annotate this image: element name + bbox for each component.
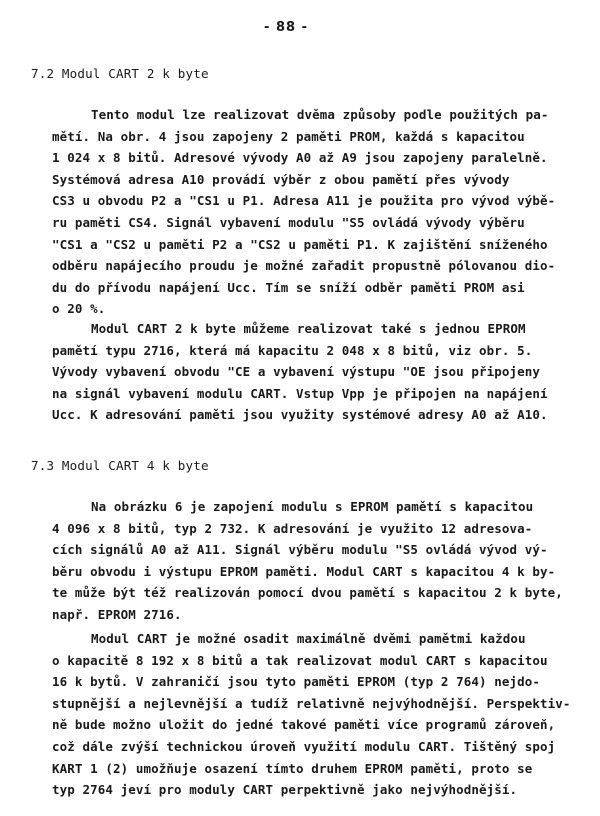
text-line: Ucc. K adresování paměti jsou využity systémové adresy A0 až A10. [52,407,548,423]
section-heading-7-2: 7.2 Modul CART 2 k byte [31,66,209,81]
paragraph-cart-2k-eprom [0,318,600,426]
text-line: 16 k bytů. V zahraničí jsou tyto paměti EPROM (typ 2 764) nejdo- [52,674,541,690]
page-number: - 88 - [264,20,308,35]
text-line: mětí. Na obr. 4 jsou zapojeny 2 paměti PROM, každá s kapacitou [52,128,525,144]
text-line: Modul CART je možné osadit maximálně dvěmi pamětmi každou [91,631,526,646]
text-line: CS3 u obvodu P2 a "CS1 u P1. Adresa A11 je použita pro vývod výbě- [52,193,556,209]
text-line: Na obrázku 6 je zapojení modulu s EPROM pamětí s kapacitou [91,499,534,514]
paragraph-cart-4k-eprom [0,496,600,626]
paragraph-cart-2k-prom [0,104,600,320]
text-line: KART 1 (2) umožňuje osazení tímto druhem EPROM paměti, proto se [52,760,533,776]
text-line: cích signálů A0 až A11. Signál výběru modulu "S5 ovládá vývod vý- [52,542,548,558]
text-line: 4 096 x 8 bitů, typ 2 732. K adresování je využito 12 adresova- [52,520,533,536]
text-line: což dále zvýší technickou úroveň využití modulu CART. Tištěný spoj [52,738,556,754]
text-line: Systémová adresa A10 provádí výběr z obou pamětí přes vývody [52,171,510,187]
text-line: "CS1 a "CS2 u paměti P2 a "CS2 u paměti P1. K zajištění sníženého [52,236,548,252]
text-line: ně bude možno uložit do jedné takové paměti více programů zároveň, [52,717,556,733]
text-line: Tento modul lze realizovat dvěma způsoby podle použitých pa- [91,107,549,122]
paragraph-cart-16k [0,628,600,801]
text-line: odběru napájecího proudu je možné zařadit propustně pólovanou dio- [52,258,556,274]
text-line: Vývody vybavení obvodu "CE a vybavení výstupu "OE jsou připojeny [52,364,541,380]
text-line: stupnější a nejlevnější a tudíž relativně nejvýhodnější. Perspektiv- [52,695,571,711]
text-line: typ 2764 jeví pro moduly CART perpektivně jako nejvýhodnější. [52,782,518,798]
text-line: na signál vybavení modulu CART. Vstup Vpp je připojen na napájení [52,385,548,401]
text-line: 1 024 x 8 bitů. Adresové vývody A0 až A9 jsou zapojeny paralelně. [52,150,548,166]
text-line: Modul CART 2 k byte můžeme realizovat také s jednou EPROM [91,321,526,336]
text-line: te může být též realizován pomocí dvou pamětí s kapacitou 2 k byte, [52,585,563,601]
text-line: du do přívodu napájení Ucc. Tím se sníží odběr paměti PROM asi [52,279,525,295]
text-line: běru obvodu i výstupu EPROM paměti. Modul CART s kapacitou 4 k by- [52,563,556,579]
text-line: ru paměti CS4. Signál vybavení modulu "S5 ovládá vývody výběru [52,214,525,230]
text-line: např. EPROM 2716. [52,606,182,622]
text-line: o kapacitě 8 192 x 8 bitů a tak realizovat modul CART s kapacitou [52,652,548,668]
text-line: pamětí typu 2716, která má kapacitu 2 048 x 8 bitů, viz obr. 5. [52,342,533,358]
section-heading-7-3: 7.3 Modul CART 4 k byte [31,458,209,473]
text-line: o 20 %. [52,301,106,317]
